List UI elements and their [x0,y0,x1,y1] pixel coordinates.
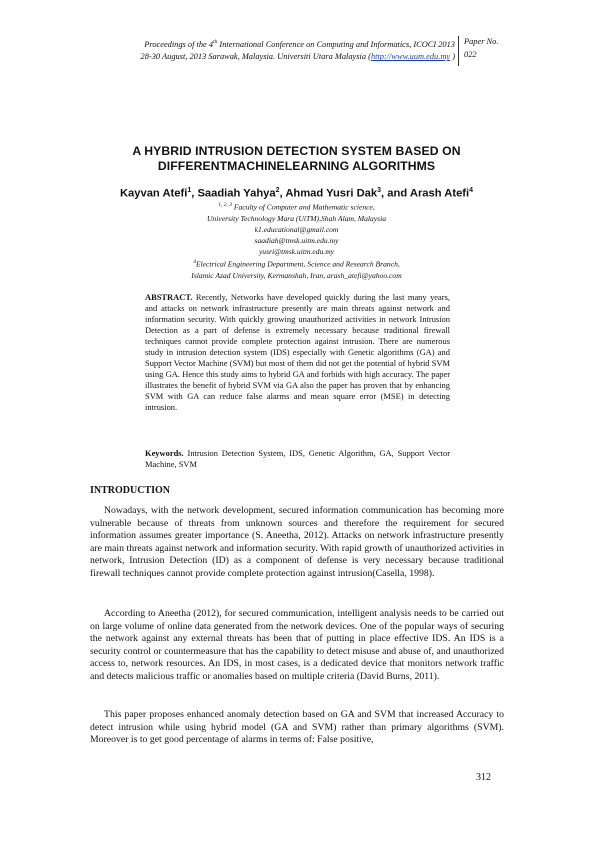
page-number: 312 [476,772,491,783]
affiliations: $^{1, 2, 3}$ Faculty of Computer and Mathematic science, University Technology Mara (UiTM),Shah Alam, Malaysia k1.educational@gmail.com saadiah@tmsk.uitm.edu.my yusri@tmsk.uitm.edu.my $^4$Electrical Engineering Department, Science and Research Branch, Islamic Azad University, Kermanshah, Iran, arash_atefi@yahoo.com [90,200,503,281]
affiliation-1: $^{1, 2, 3}$ Faculty of Computer and Mathematic science, [218,202,375,212]
keywords [145,448,450,470]
author-name: Saadiah Yahya [197,187,276,200]
keywords-label: Keywords. [145,448,184,458]
conference-url-link[interactable]: http://www.uum.edu.my [370,52,451,62]
author-email: yusri@tmsk.uitm.edu.my [258,246,335,256]
body-paragraph: According to Aneetha (2012), for secured communication, intelligent analysis needs to be carried out on large volume of online data generated from the network devices. One of the popular ways of securing the network against any external threats has been that of putting in place effective IDS. An IDS is a security control or countermeasure that has the capability to detect misuse and abuse of, and unauthorized access to, network resources. An IDS, in most cases, is a dedicated device that monitors network traffic and detects malicious traffic or anomalies based on multiple criteria (David Burns, 2011). [90,608,504,682]
paper-number: Paper No. 022 [464,37,499,59]
header-divider [458,36,459,66]
body-paragraph: This paper proposes enhanced anomaly detection based on GA and SVM that increased Accuracy to detect intrusion while using hybrid model (GA and SVM) rather than primary algorithms (SVM). Moreover is to get good percentage of alarms in terms of: False positive, [90,709,504,745]
proceedings-line-1: Proceedings of the 4th International Conference on Computing and Informatics, ICOCI 2013 [144,39,455,49]
body-paragraph: Nowadays, with the network development, secured information communication has becoming more vulnerable because of threats from unknown sources and therefore the requirement for secured information assumes greater importance (S. Aneetha, 2012). Attacks on network infrastructure presently are main threats against network and information security. With rapid growth of unauthorized activities in network, Intrusion Detection (ID) as a component of defense is very necessary because traditional firewall techniques cannot provide complete protection against intrusion(Casella, 1998). [90,505,504,579]
abstract [145,292,450,414]
proceedings-line-2: 28-30 August, 2013 Sarawak, Malaysia. Universiti Utara Malaysia (http://www.uum.edu.my ) [140,52,455,62]
proceedings-header [90,36,503,70]
author-name: Kayvan Atefi [119,187,188,200]
author-email: saadiah@tmsk.uitm.edu.my [254,235,339,245]
proceedings-info [90,36,455,64]
author-list: Kayvan Atefi$^1$, Saadiah Yahya$^2$, Ahmad Yusri Dak$^3$, and Arash Atefi$^4$ [119,187,474,200]
paper-title: A HYBRID INTRUSION DETECTION SYSTEM BASED ON DIFFERENTMACHINELEARNING ALGORITHMS [132,144,461,173]
author-name: Arash Atefi [409,187,470,200]
author-name: Ahmad Yusri Dak [285,187,378,200]
section-heading-introduction: INTRODUCTION [90,485,171,496]
author-email: k1.educational@gmail.com [254,224,339,234]
abstract-text: Recently, Networks have developed quickly during the last many years, and attacks on network infrastructure presently are main threats against network and information security. With quickly growing unauthorized activities in network Intrusion Detection as a part of defense is extremely necessary because traditional firewall techniques cannot provide complete protection against intrusion. There are numerous study in intrusion detection system (IDS) especially with Genetic algorithms (GA) and Support Vector Machine (SVM) but most of them did not get the potential of hybrid SVM using GA. Hence this study aims to hybrid GA and forbids with high accuracy. The paper illustrates the benefit of hybrid SVM via GA also the paper has proven that by enhancing SVM with GA can reduce false alarms and mean square error (MSE) in detecting intrusion. [145,292,450,413]
abstract-label: ABSTRACT. [145,292,193,302]
affiliation-4: $^4$Electrical Engineering Department, Science and Research Branch, [193,259,400,269]
keywords-text: Intrusion Detection System, IDS, Genetic Algorithm, GA, Support Vector Machine, SVM [145,448,450,470]
